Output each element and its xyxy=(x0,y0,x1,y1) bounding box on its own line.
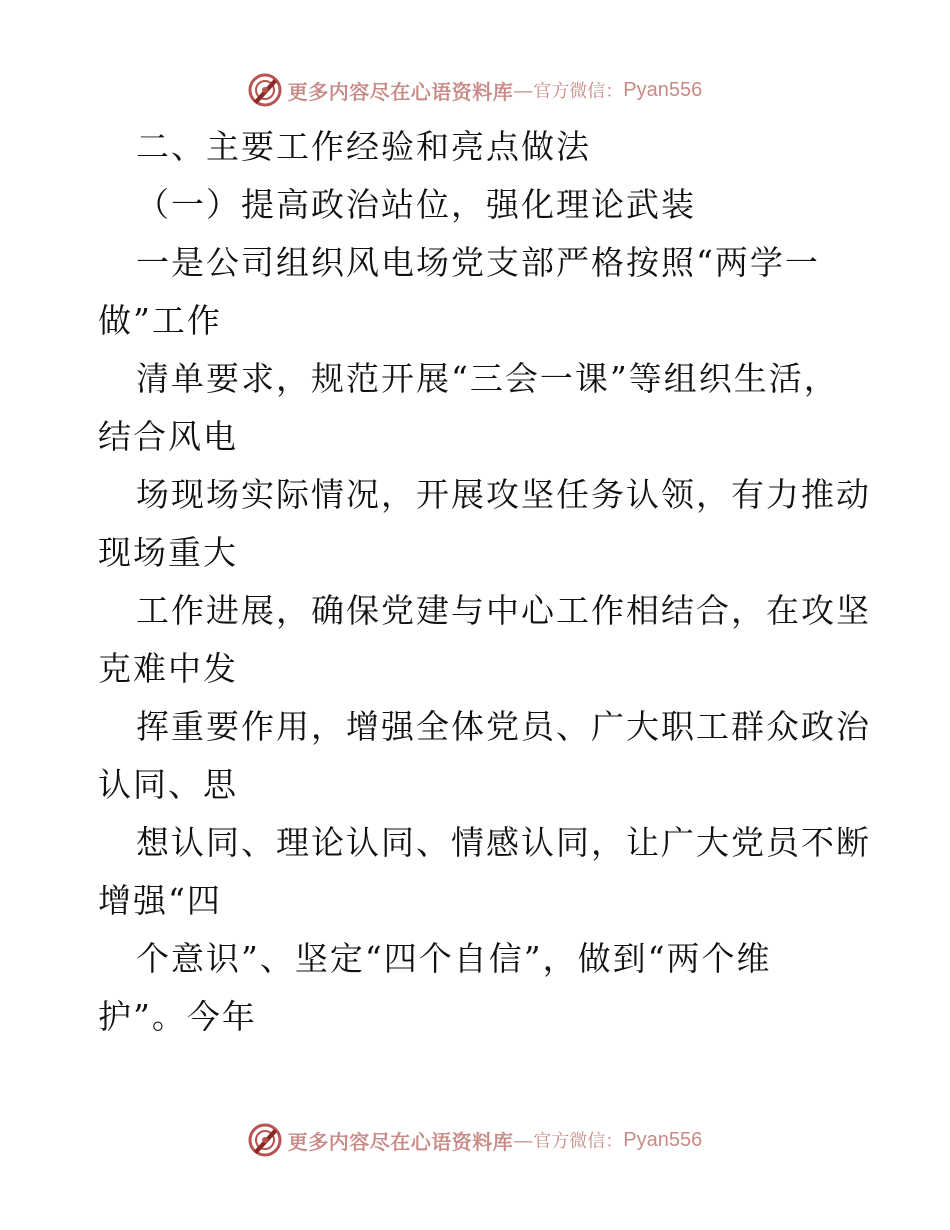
banner-wechat-id: Pyan556 xyxy=(623,78,703,101)
banner-wechat-label: 官方微信： xyxy=(533,81,624,102)
paragraph-line: 护”。今年 xyxy=(98,997,257,1036)
banner-separator: — xyxy=(513,78,534,102)
seal-pen-logo-icon xyxy=(248,73,282,107)
paragraph-line: 现场重大 xyxy=(98,533,238,572)
header-banner xyxy=(0,70,950,110)
footer-banner xyxy=(0,1120,950,1160)
paragraph-line: 工作进展，确保党建与中心工作相结合，在攻坚 xyxy=(136,591,871,630)
paragraph-line: 克难中发 xyxy=(98,649,238,688)
paragraph-line: 场现场实际情况，开展攻坚任务认领，有力推动 xyxy=(136,475,871,514)
paragraph-line: 个意识”、坚定“四个自信”，做到“两个维 xyxy=(136,939,772,978)
banner-separator: — xyxy=(513,1128,534,1152)
document-body xyxy=(98,118,871,1046)
subsection-heading: （一）提高政治站位，强化理论武装 xyxy=(136,185,696,224)
banner-wechat-id: Pyan556 xyxy=(623,1128,703,1151)
paragraph-line: 清单要求，规范开展“三会一课”等组织生活， xyxy=(136,359,839,398)
banner-wechat-label: 官方微信： xyxy=(533,1131,624,1152)
seal-pen-logo-icon xyxy=(248,1123,282,1157)
paragraph-line: 一是公司组织风电场党支部严格按照“两学一 xyxy=(136,243,820,282)
paragraph-line: 挥重要作用，增强全体党员、广大职工群众政治 xyxy=(136,707,871,746)
paragraph-line: 结合风电 xyxy=(98,417,238,456)
paragraph-line: 认同、思 xyxy=(98,765,238,804)
banner-title: 更多内容尽在心语资料库 xyxy=(287,79,514,104)
section-heading: 二、主要工作经验和亮点做法 xyxy=(136,127,591,166)
paragraph-line: 做”工作 xyxy=(98,301,222,340)
banner-title: 更多内容尽在心语资料库 xyxy=(287,1129,514,1154)
paragraph-line: 增强“四 xyxy=(98,881,222,920)
paragraph-line: 想认同、理论认同、情感认同，让广大党员不断 xyxy=(136,823,871,862)
